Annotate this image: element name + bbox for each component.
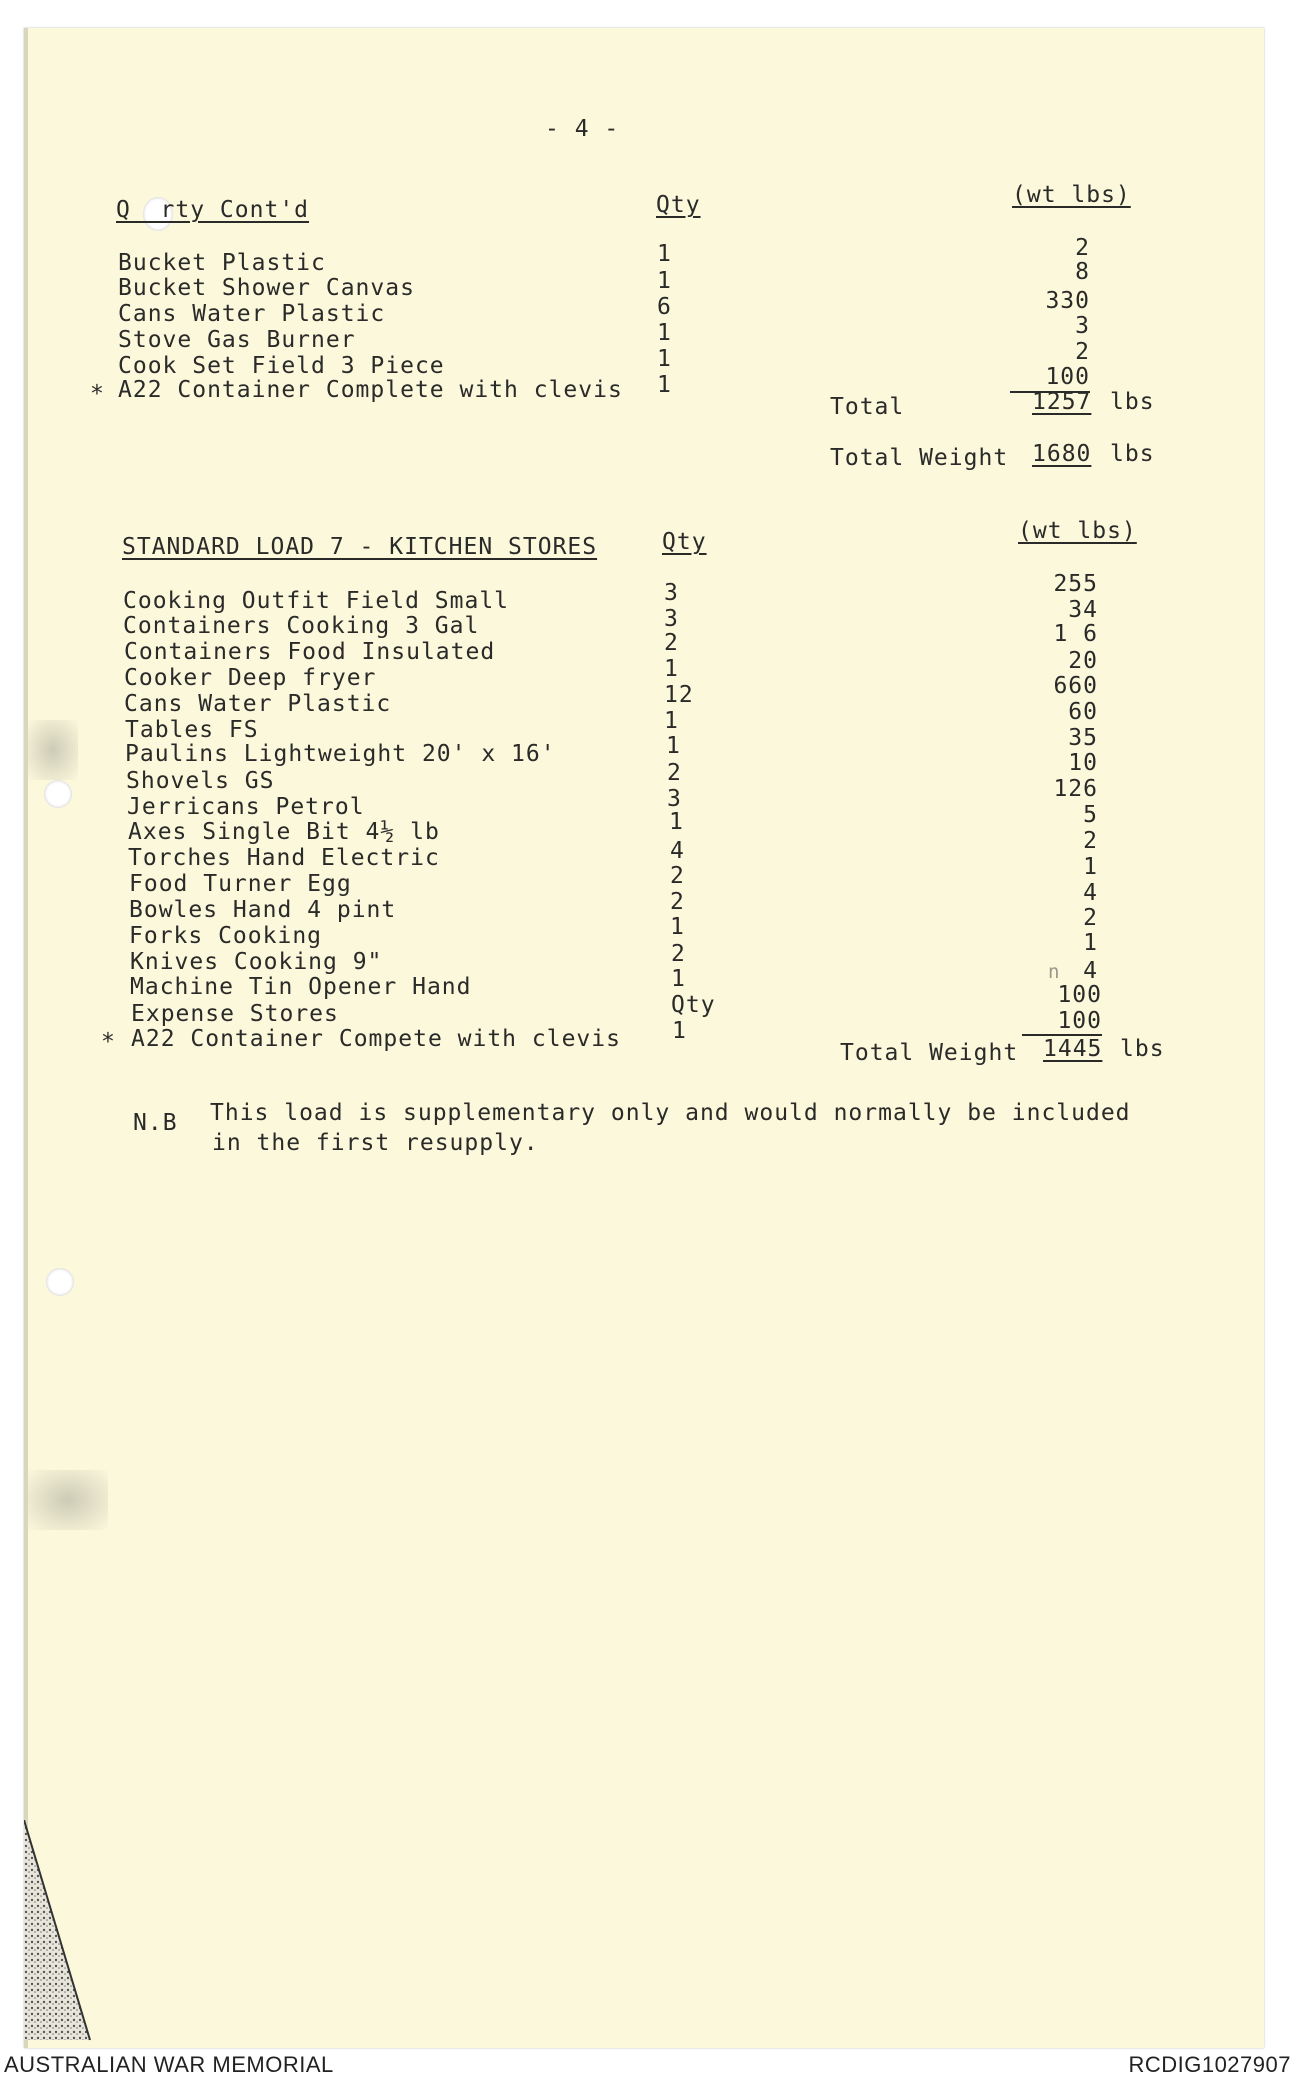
smudge-mark [28,720,78,780]
item-qty: 1 [671,966,686,992]
item-weight: 3 [1075,313,1090,339]
item-weight: 100 [1057,982,1102,1008]
item-weight: 5 [1083,802,1098,828]
item-name: Food Turner Egg [129,871,352,897]
item-qty: 3 [664,606,679,632]
section1-total-weight-unit: lbs [1110,441,1155,467]
section1-qty-header: Qty [656,192,701,218]
section1-total-weight-label: Total Weight [830,445,1009,471]
item-weight: 660 [1053,673,1098,699]
item-weight: 255 [1053,571,1098,597]
punch-hole-middle [44,780,72,808]
item-name: Shovels GS [126,768,275,794]
item-qty: 2 [664,630,679,656]
item-weight: 126 [1053,776,1098,802]
item-qty: 12 [664,682,694,708]
item-name: Cooker Deep fryer [124,665,377,691]
item-qty: 1 [657,320,672,346]
punch-hole-lower [46,1268,74,1296]
item-weight: 34 [1068,597,1098,623]
item-name: Paulins Lightweight 20' x 16' [125,741,556,767]
section1-total-weight-value: 1680 [1032,441,1092,467]
item-weight: 2 [1083,905,1098,931]
item-weight: 100 [1010,366,1090,393]
section2-total-weight-value: 1445 [1043,1036,1103,1062]
item-weight: 2 [1075,339,1090,365]
item-weight: 35 [1068,725,1098,751]
item-qty: Qty [671,992,716,1018]
item-name: Machine Tin Opener Hand [130,974,472,1000]
item-name: Bucket Shower Canvas [118,275,415,301]
section1-wt-header: (wt lbs) [1012,182,1131,208]
item-name: Bucket Plastic [118,250,326,276]
item-qty: 2 [670,889,685,915]
item-qty: 1 [664,656,679,682]
item-name: Jerricans Petrol [127,794,365,820]
item-name: Cans Water Plastic [118,301,386,327]
item-name: Bowles Hand 4 pint [129,897,397,923]
item-name: Cans Water Plastic [124,691,392,717]
item-weight: 2 [1083,828,1098,854]
item-name: Torches Hand Electric [128,845,440,871]
item-name: A22 Container Complete with clevis [118,377,623,403]
item-name: Containers Food Insulated [124,639,496,665]
section2-wt-header: (wt lbs) [1018,518,1137,544]
item-name: Stove Gas Burner [118,327,356,353]
page-number: - 4 - [545,116,620,142]
item-qty: 2 [667,760,682,786]
item-qty: 1 [657,346,672,372]
note-line-1: This load is supplementary only and would normally be included [210,1100,1131,1126]
archive-credit: AUSTRALIAN WAR MEMORIAL [4,2052,334,2077]
section1-total-label: Total [830,394,905,420]
item-qty: 1 [669,809,684,835]
stray-mark: n [1048,961,1061,983]
item-weight: 330 [1045,288,1090,314]
item-qty: 3 [664,580,679,606]
page-edge-shadow [24,28,28,2048]
item-qty: 1 [657,268,672,294]
item-qty: 2 [670,863,685,889]
section1-total-unit: lbs [1110,389,1155,415]
item-weight: 20 [1068,648,1098,674]
section1-heading: Q rty Cont'd [116,197,310,223]
item-weight: 4 [1083,880,1098,906]
item-weight: 10 [1068,750,1098,776]
item-weight: 1 [1083,930,1098,956]
item-qty: 1 [672,1018,687,1044]
item-qty: 6 [657,294,672,320]
item-qty: 2 [671,941,686,967]
item-qty: 4 [670,838,685,864]
item-name: Forks Cooking [129,923,323,949]
item-name: Axes Single Bit 4½ lb [128,819,440,845]
item-qty: 3 [667,786,682,812]
item-name: Cook Set Field 3 Piece [118,353,445,379]
item-weight: 1 6 [1053,621,1098,647]
item-qty: 1 [666,733,681,759]
asterisk-mark: * [101,1029,116,1055]
section2-qty-header: Qty [662,529,707,555]
section1-total-value: 1257 [1032,389,1092,415]
section2-total-weight-label: Total Weight [840,1040,1019,1066]
asterisk-mark: * [90,381,105,407]
item-qty: 1 [664,708,679,734]
item-name: A22 Container Compete with clevis [131,1026,621,1052]
item-name: Knives Cooking 9" [130,949,383,975]
record-id: RCDIG1027907 [1128,2052,1291,2077]
item-name: Tables FS [125,717,259,743]
item-weight: 8 [1075,259,1090,285]
section2-total-weight-unit: lbs [1120,1036,1165,1062]
item-name: Containers Cooking 3 Gal [123,613,480,639]
section2-heading: STANDARD LOAD 7 - KITCHEN STORES [122,534,598,560]
item-weight: 2 [1075,235,1090,261]
item-name: Cooking Outfit Field Small [123,588,510,614]
item-name: Expense Stores [131,1001,339,1027]
item-weight: 60 [1068,699,1098,725]
item-qty: 1 [657,241,672,267]
note-line-2: in the first resupply. [212,1130,539,1156]
torn-corner-shadow [24,1820,104,2050]
item-weight: 1 [1083,854,1098,880]
item-qty: 1 [670,914,685,940]
item-weight: 100 [1022,1010,1102,1036]
item-weight: 4 [1083,958,1098,984]
note-label: N.B [133,1110,178,1136]
item-qty: 1 [657,372,672,398]
smudge-mark [28,1470,108,1530]
